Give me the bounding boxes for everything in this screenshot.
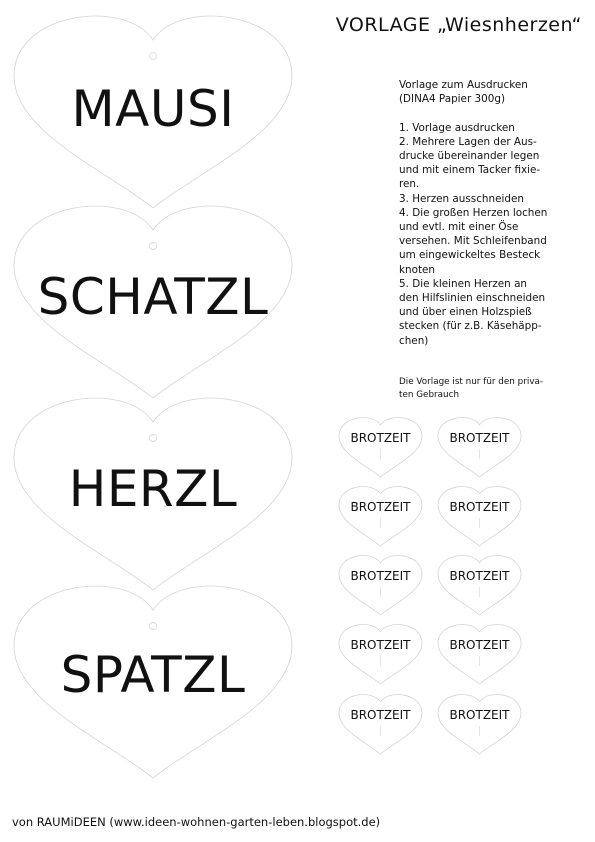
instruction-line: 1. Vorlage ausdrucken [399, 121, 515, 134]
instruction-line: und mit einem Tacker fixie- [399, 164, 541, 177]
small-heart-outline [339, 555, 422, 615]
small-heart-label: BROTZEIT [350, 500, 411, 514]
small-heart-label: BROTZEIT [350, 431, 411, 445]
spacer [399, 106, 577, 120]
instruction-line: Vorlage zum Ausdrucken [399, 79, 528, 91]
instruction-line: 3. Herzen ausschneiden [399, 192, 524, 205]
small-heart-outline [438, 694, 521, 754]
small-heart-label: BROTZEIT [449, 569, 510, 583]
small-heart-label: BROTZEIT [350, 638, 411, 652]
punch-hole-mark [150, 243, 157, 250]
instruction-line: versehen. Mit Schleifenband [399, 235, 547, 248]
small-heart-outline [438, 486, 521, 546]
small-heart-label: BROTZEIT [449, 431, 510, 445]
small-heart-outline [438, 555, 521, 615]
instruction-line: (DINA4 Papier 300g) [399, 93, 506, 106]
instruction-line: den Hilfslinien einschneiden [399, 292, 546, 305]
small-heart-outline [339, 624, 422, 684]
instruction-line: stecken (für z.B. Käsehäpp- [399, 320, 542, 333]
instruction-line: knoten [399, 263, 436, 276]
instruction-line: um eingewickeltes Besteck [399, 249, 541, 262]
instruction-line: 4. Die großen Herzen lochen [399, 206, 548, 219]
small-heart-label: BROTZEIT [449, 500, 510, 514]
page-title: VORLAGE „Wiesnherzen“ [335, 14, 582, 36]
big-heart-label: SPATZL [60, 646, 246, 704]
instruction-line: chen) [399, 334, 429, 347]
big-heart-label: SCHATZL [37, 268, 269, 326]
punch-hole-mark [150, 435, 157, 442]
small-heart-label: BROTZEIT [350, 569, 411, 583]
small-heart-outline [339, 486, 422, 546]
small-heart-outline [438, 624, 521, 684]
private-use-note [399, 376, 577, 401]
small-heart-outline [339, 694, 422, 754]
small-heart-label: BROTZEIT [350, 708, 411, 722]
footer-credit: von RAUMiDEEN (www.ideen-wohnen-garten-leben.blogspot.de) [12, 815, 381, 829]
big-heart-label: MAUSI [71, 80, 235, 138]
small-heart-label: BROTZEIT [449, 708, 510, 722]
punch-hole-mark [150, 623, 157, 630]
instruction-line: und über einen Holzspieß [399, 306, 532, 319]
instruction-line: ren. [399, 178, 420, 191]
instruction-line: 5. Die kleinen Herzen an [399, 277, 528, 290]
small-heart-label: BROTZEIT [449, 638, 510, 652]
small-heart-outline [339, 417, 422, 477]
punch-hole-mark [150, 53, 157, 60]
small-heart-outline [438, 417, 521, 477]
instruction-line: ten Gebrauch [399, 389, 460, 400]
instructions [399, 78, 577, 348]
instruction-line: Die Vorlage ist nur für den priva- [399, 377, 544, 387]
instruction-line: und evtl. mit einer Öse [399, 221, 519, 234]
big-heart-label: HERZL [68, 460, 238, 518]
instruction-line: 2. Mehrere Lagen der Aus- [399, 135, 537, 148]
instruction-line: drucke übereinander legen [399, 150, 540, 162]
